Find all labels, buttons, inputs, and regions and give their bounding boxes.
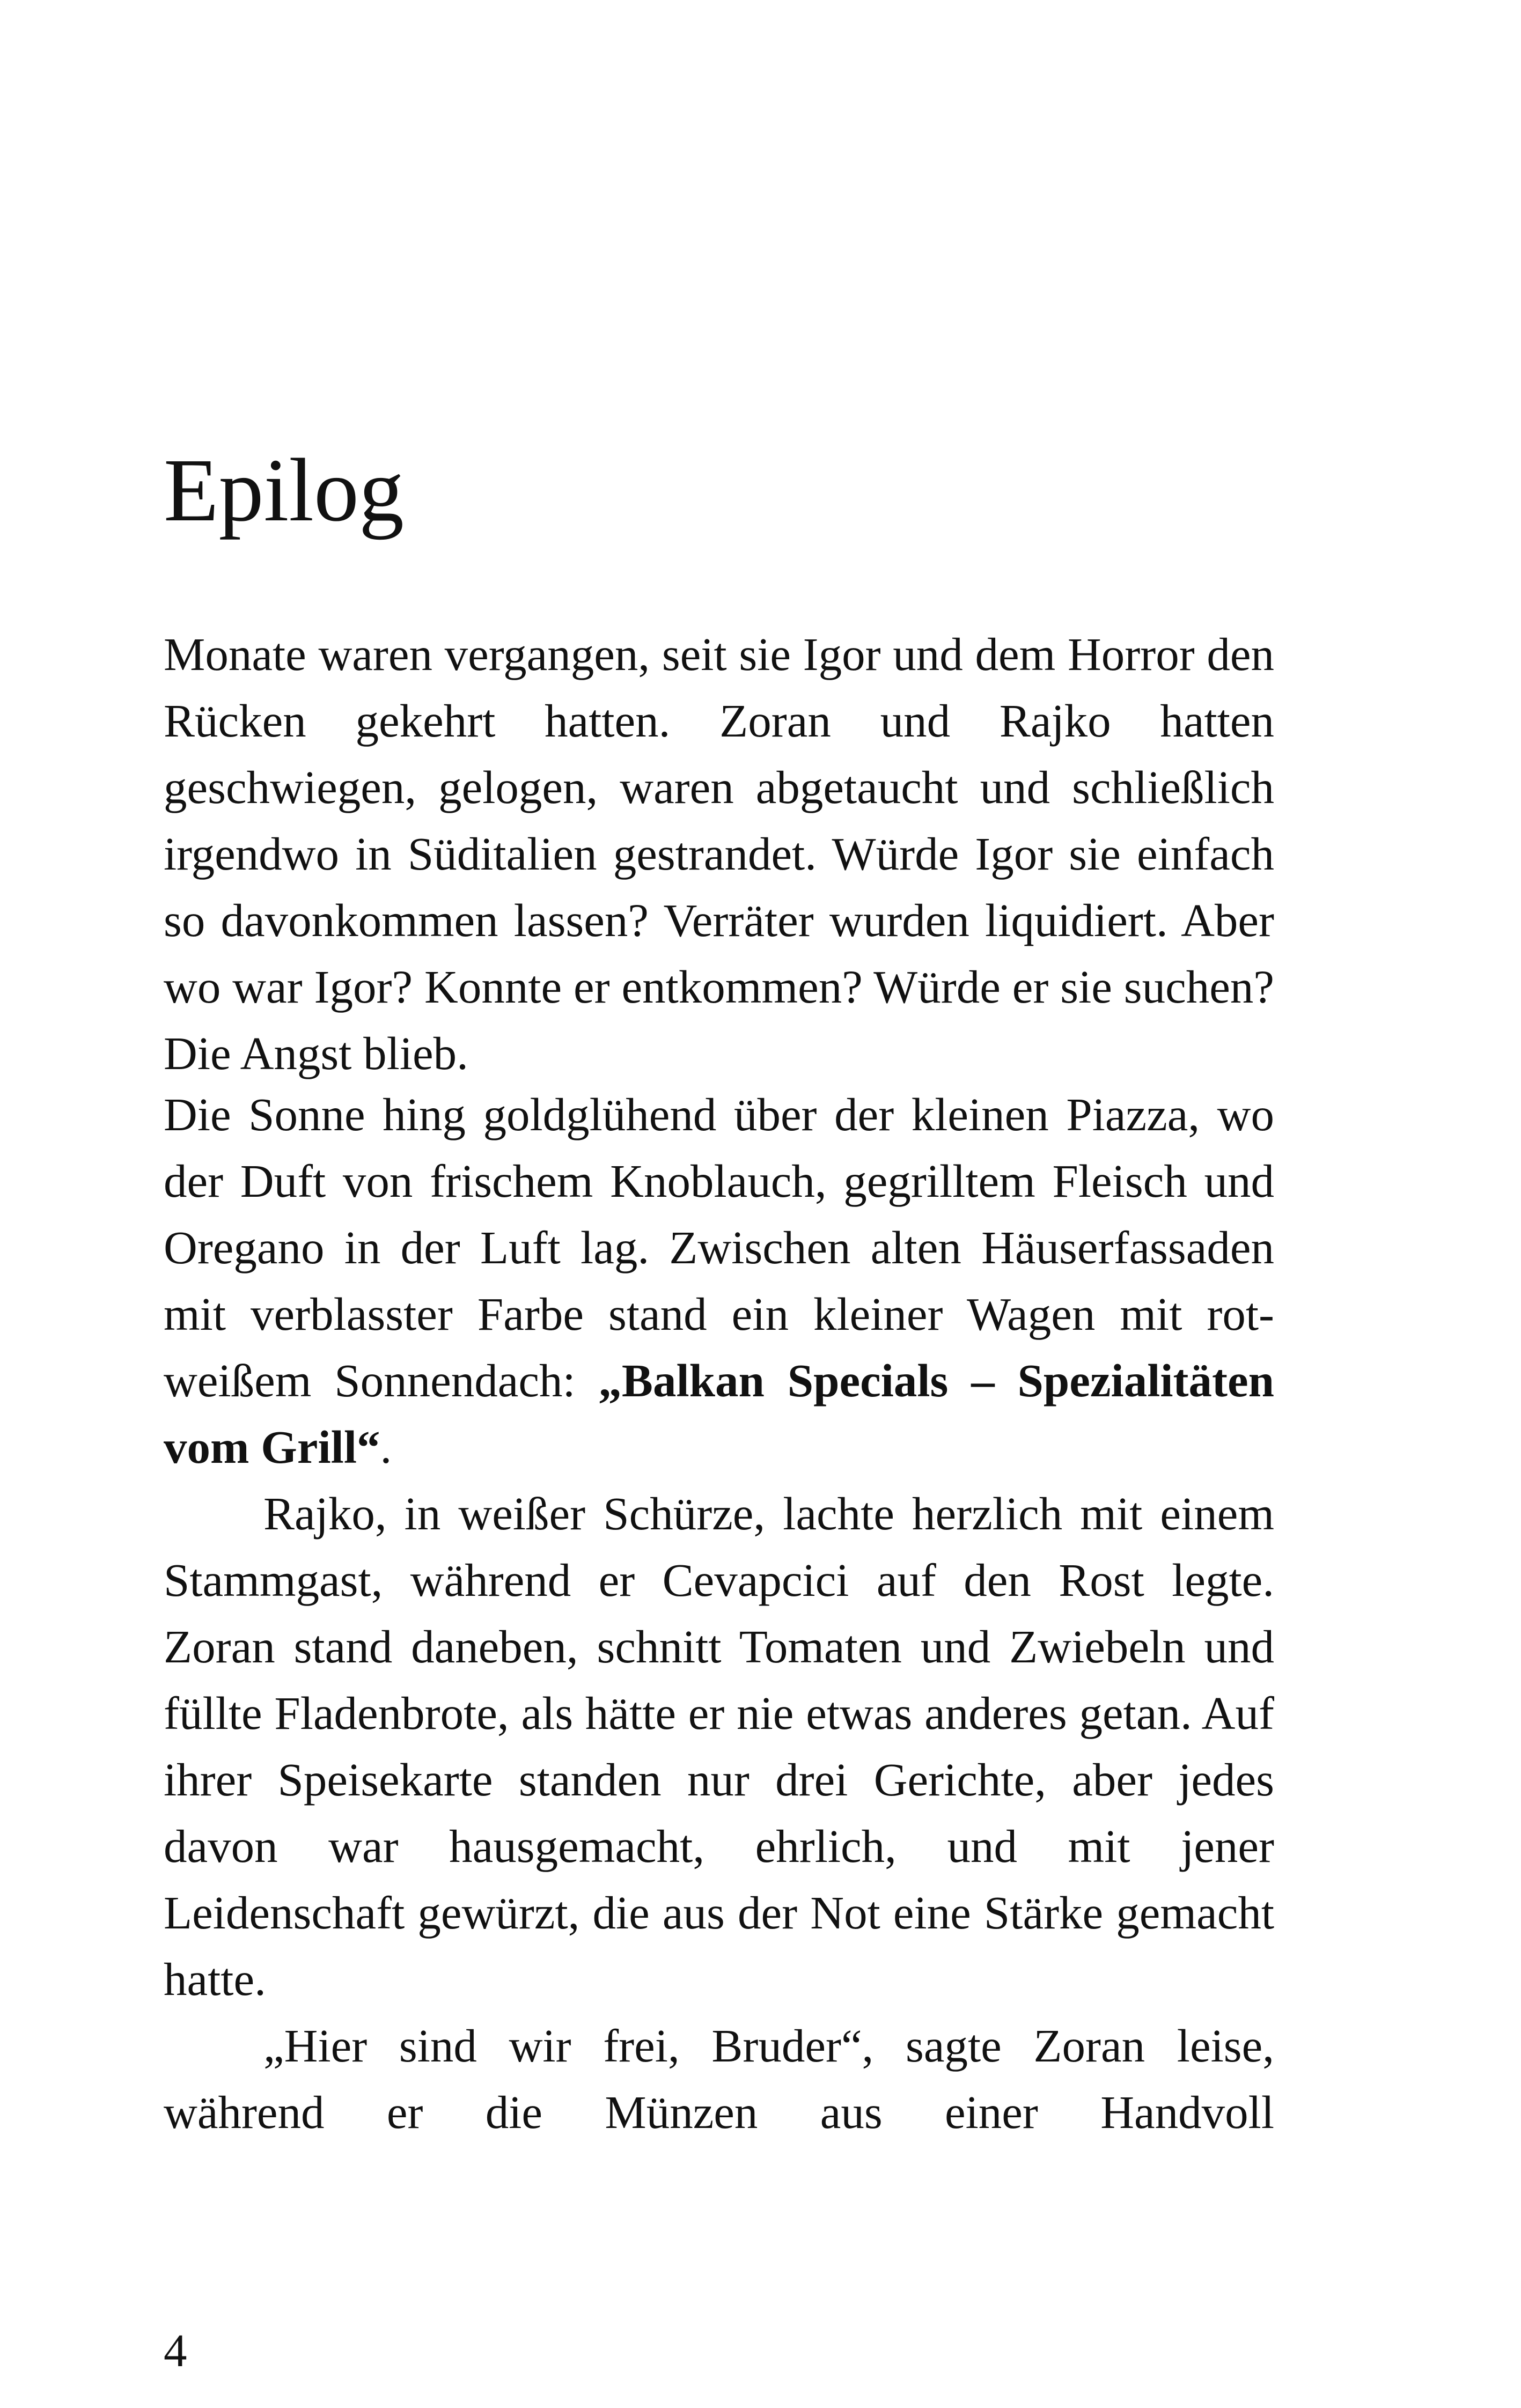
page-number: 4 — [164, 2324, 187, 2376]
paragraph-piazza-end: . — [380, 1421, 392, 1473]
paragraph-dialogue: „Hier sind wir frei, Bruder“, sagte Zoran leise, während er die Münzen aus einer Handvoll — [164, 2020, 1274, 2138]
chapter-title: Epilog — [164, 440, 404, 540]
food-stand-sign-text: „Balkan Specials – Spezialitäten vom Grill“ — [164, 1354, 1274, 1473]
paragraph-piazza — [164, 1081, 1274, 1481]
body-section-1 — [164, 621, 1274, 1087]
paragraph-opening: Monate waren vergangen, seit sie Igor und dem Horror den Rücken gekehrt hatten. Zoran und Rajko hatten geschwiegen, gelogen, waren abgetaucht und schließlich irgendwo in Süditalien gestrandet. Würde Igor sie einfach so davonkommen lassen? Verräter wurden liquidiert. Aber wo war Igor? Konnte er entkommen? Würde er sie suchen? Die Angst blieb. — [164, 628, 1274, 1079]
body-section-2 — [164, 1081, 1274, 2146]
paragraph-grill: Rajko, in weißer Schürze, lachte herzlich mit einem Stammgast, während er Cevapcici auf den Rost legte. Zoran stand daneben, schnitt Tomaten und Zwiebeln und füllte Fladenbrote, als hätte er nie etwas anderes getan. Auf ihrer Speisekarte standen nur drei Gerichte, aber jedes davon war hausgemacht, ehrlich, und mit jener Leidenschaft gewürzt, die aus der Not eine Stärke gemacht hatte. — [164, 1487, 1274, 2005]
paragraph-piazza-text: Die Sonne hing goldglühend über der kleinen Piazza, wo der Duft von frischem Knoblauch, gegrilltem Fleisch und Oregano in der Luft lag. Zwischen alten Häuserfassaden mit verblasster Farbe stand ein kleiner Wagen mit rot-weißem Sonnendach: — [164, 1088, 1274, 1406]
